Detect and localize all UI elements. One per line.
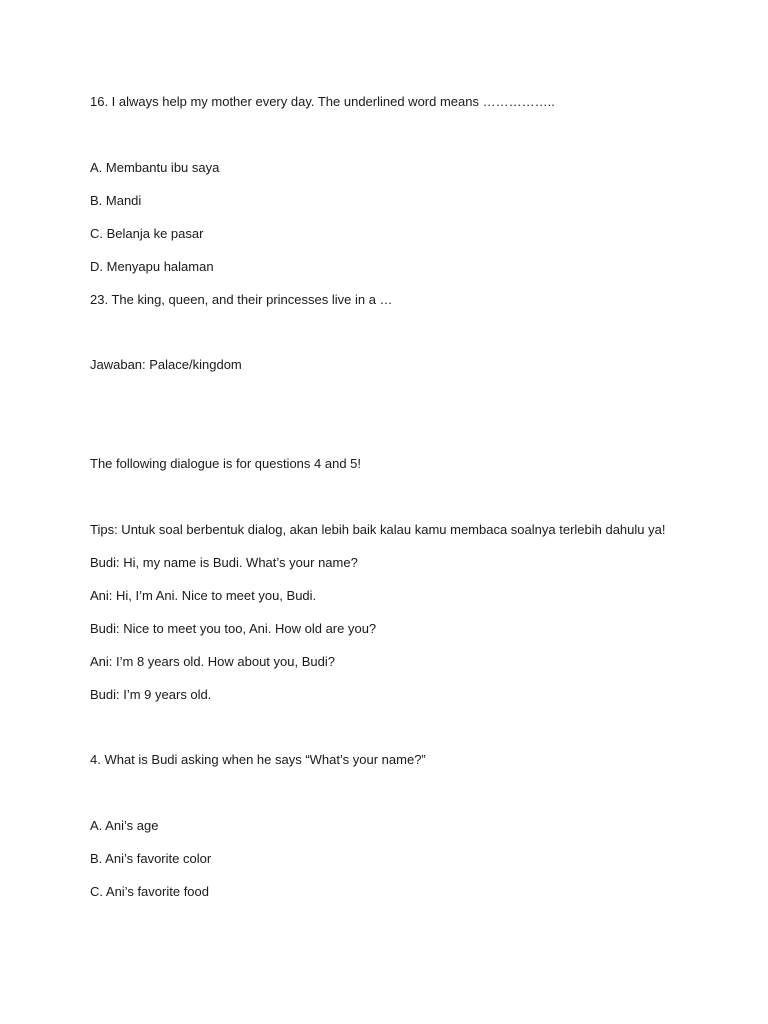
q16-option-b: B. Mandi	[90, 193, 142, 208]
dialogue-line: Ani: I’m 8 years old. How about you, Budi?	[90, 654, 335, 669]
question-16: 16. I always help my mother every day. The underlined word means ……………..	[90, 94, 555, 109]
dialogue-line: Budi: Hi, my name is Budi. What’s your name?	[90, 555, 358, 570]
q4-option-c: C. Ani’s favorite food	[90, 884, 209, 899]
q4-option-a: A. Ani’s age	[90, 818, 159, 833]
dialogue-tips: Tips: Untuk soal berbentuk dialog, akan lebih baik kalau kamu membaca soalnya terlebih dahulu ya!	[90, 522, 666, 537]
q16-option-d: D. Menyapu halaman	[90, 259, 214, 274]
q16-option-c: C. Belanja ke pasar	[90, 226, 204, 241]
dialogue-intro: The following dialogue is for questions 4 and 5!	[90, 456, 362, 471]
q16-option-a: A. Membantu ibu saya	[90, 160, 220, 175]
q23-answer: Jawaban: Palace/kingdom	[90, 357, 242, 372]
dialogue-line: Budi: Nice to meet you too, Ani. How old are you?	[90, 621, 377, 636]
question-4: 4. What is Budi asking when he says “What’s your name?”	[90, 752, 426, 767]
dialogue-line: Budi: I’m 9 years old.	[90, 687, 212, 702]
q4-option-b: B. Ani’s favorite color	[90, 851, 212, 866]
question-23: 23. The king, queen, and their princesses live in a …	[90, 292, 393, 307]
dialogue-line: Ani: Hi, I’m Ani. Nice to meet you, Budi.	[90, 588, 317, 603]
